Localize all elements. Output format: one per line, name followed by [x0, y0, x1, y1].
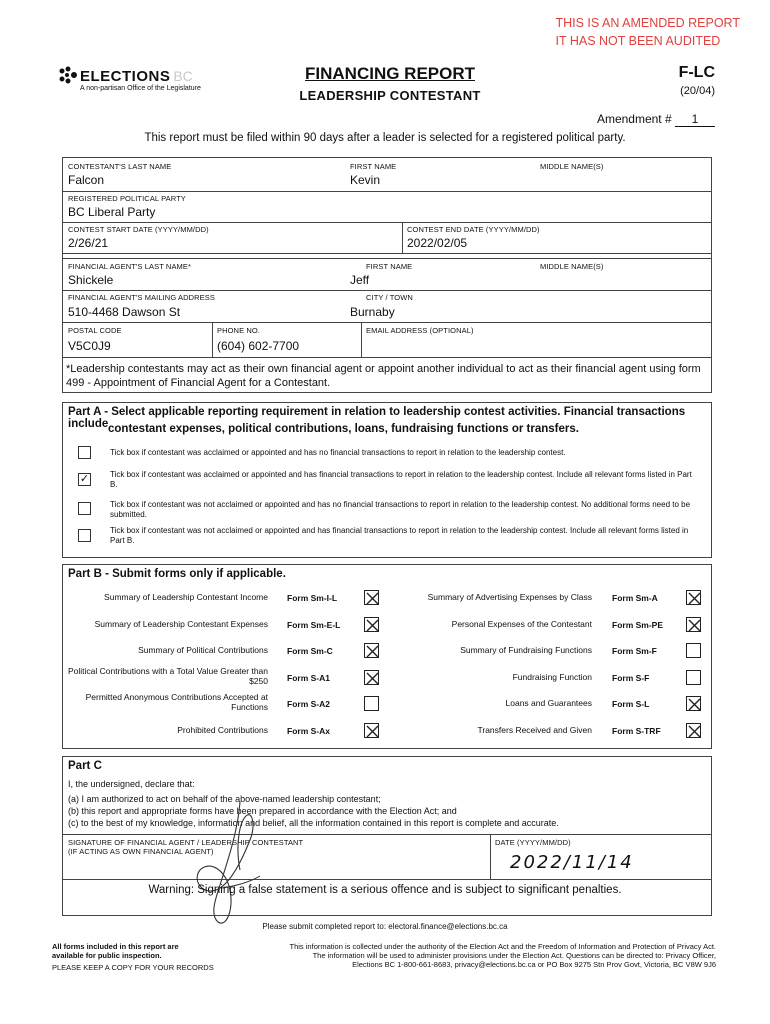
part-b-left-form-2: Form Sm-C	[287, 646, 333, 656]
handwritten-signature[interactable]	[180, 790, 290, 930]
part-b-left-label-1: Summary of Leadership Contestant Expenses	[94, 619, 268, 629]
part-b-left-checkbox-0[interactable]	[364, 590, 379, 605]
part-a-option-2-text: Tick box if contestant was acclaimed or appointed and has financial transactions to report in relation to the leadership contest. Include all relevant forms listed in Part B.	[110, 470, 692, 489]
part-b-left-label-3: Political Contributions with a Total Value Greater than $250	[67, 666, 268, 686]
agent-city-label: CITY / TOWN	[366, 293, 413, 302]
public-inspection-1: All forms included in this report are	[52, 942, 179, 951]
penalty-warning: Warning: Signing a false statement is a serious offence and is subject to significant penalties.	[148, 884, 622, 896]
agent-address-label: FINANCIAL AGENT'S MAILING ADDRESS	[68, 293, 215, 302]
part-a-option-3-checkbox[interactable]	[78, 502, 91, 515]
part-c-item-b: (b) this report and appropriate forms have been prepared in accordance with the Election Act; and	[68, 806, 457, 816]
x-mark-icon	[365, 644, 380, 659]
part-a-option-3-text: Tick box if contestant was not acclaimed or appointed and has no financial transactions to report in relation to the leadership contest. No additional forms need to be submitted.	[110, 500, 691, 519]
postal-code[interactable]: V5C0J9	[68, 339, 111, 353]
start-date-label: CONTEST START DATE (YYYY/MM/DD)	[68, 225, 209, 234]
part-b-left-form-4: Form S-A2	[287, 699, 330, 709]
part-b-right-label-0: Summary of Advertising Expenses by Class	[427, 592, 592, 602]
divider	[62, 290, 712, 291]
part-b-right-checkbox-1[interactable]	[686, 617, 701, 632]
report-title: FINANCING REPORT	[305, 64, 475, 83]
agent-first-name-label: FIRST NAME	[366, 262, 413, 271]
part-b-heading: Part B - Submit forms only if applicable.	[68, 568, 286, 580]
contestant-middle-name-label: MIDDLE NAME(S)	[540, 162, 604, 171]
end-date-label: CONTEST END DATE (YYYY/MM/DD)	[407, 225, 540, 234]
amended-line-1: THIS IS AN AMENDED REPORT	[555, 16, 740, 30]
part-a-heading: Part A - Select applicable reporting requirement in relation to leadership contest activities. Financial transactions include	[68, 406, 686, 430]
divider	[62, 357, 712, 358]
part-b-left-form-5: Form S-Ax	[287, 726, 330, 736]
x-mark-icon	[687, 591, 702, 606]
amendment-number	[597, 112, 715, 127]
part-b-left-form-1: Form Sm-E-L	[287, 620, 341, 630]
part-b-left-form-3: Form S-A1	[287, 673, 330, 683]
part-b-left-form-0: Form Sm-I-L	[287, 593, 338, 603]
x-mark-icon	[365, 618, 380, 633]
part-b-right-label-3: Fundraising Function	[512, 672, 592, 682]
part-b-right-form-2: Form Sm-F	[612, 646, 657, 656]
part-b-right-label-4: Loans and Guarantees	[505, 698, 592, 708]
part-b-right-form-3: Form S-F	[612, 673, 650, 683]
part-b-right-label-5: Transfers Received and Given	[477, 725, 592, 735]
privacy-info-1: This information is collected under the authority of the Election Act and the Freedom of Information and Protection of Privacy Act.	[289, 942, 716, 951]
part-c-item-c: (c) to the best of my knowledge, information and belief, all the information contained in this report is complete and accurate.	[68, 818, 559, 828]
logo-word: ELECTIONS	[80, 68, 171, 85]
part-b-left-label-0: Summary of Leadership Contestant Income	[104, 592, 268, 602]
part-a-option-1-checkbox[interactable]	[78, 446, 91, 459]
part-b-left-checkbox-1[interactable]	[364, 617, 379, 632]
contestant-last-name-label: CONTESTANT'S LAST NAME	[68, 162, 172, 171]
email-label: EMAIL ADDRESS (OPTIONAL)	[366, 326, 474, 335]
logo-subtitle: A non-partisan Office of the Legislature	[80, 85, 201, 92]
part-b-right-form-4: Form S-L	[612, 699, 650, 709]
agent-last-name[interactable]: Shickele	[68, 273, 114, 287]
amended-line-2: IT HAS NOT BEEN AUDITED	[555, 34, 721, 48]
x-mark-icon	[687, 724, 702, 739]
x-mark-icon	[687, 697, 702, 712]
agent-address[interactable]: 510-4468 Dawson St	[68, 305, 181, 319]
divider	[62, 258, 712, 259]
x-mark-icon	[687, 618, 702, 633]
form-version: (20/04)	[680, 85, 715, 97]
x-mark-icon	[365, 591, 380, 606]
agent-middle-name-label: MIDDLE NAME(S)	[540, 262, 604, 271]
part-b-left-label-5: Prohibited Contributions	[177, 725, 268, 735]
part-b-right-form-0: Form Sm-A	[612, 593, 658, 603]
filing-instruction: This report must be filed within 90 days after a leader is selected for a registered political party.	[144, 132, 626, 144]
part-a-option-1-text: Tick box if contestant was acclaimed or appointed and has no financial transactions to report in relation to the leadership contest.	[110, 448, 566, 457]
submit-instruction: Please submit completed report to: electoral.finance@elections.bc.ca	[262, 922, 508, 931]
amendment-label: Amendment #	[596, 112, 672, 126]
part-a-option-4-checkbox[interactable]	[78, 529, 91, 542]
check-icon: ✓	[79, 473, 90, 485]
part-b-right-checkbox-5[interactable]	[686, 723, 701, 738]
contestant-last-name[interactable]: Falcon	[68, 173, 105, 187]
keep-copy-note: PLEASE KEEP A COPY FOR YOUR RECORDS	[52, 963, 214, 972]
part-b-left-label-2: Summary of Political Contributions	[138, 645, 268, 655]
part-b-left-checkbox-2[interactable]	[364, 643, 379, 658]
postal-code-label: POSTAL CODE	[68, 326, 122, 335]
logo-bc: BC	[173, 68, 193, 84]
signature-label: SIGNATURE OF FINANCIAL AGENT / LEADERSHIP CONTESTANT	[68, 838, 304, 847]
x-mark-icon	[365, 724, 380, 739]
amendment-value[interactable]: 1	[675, 112, 715, 127]
public-inspection-2: available for public inspection.	[52, 951, 162, 960]
part-b-left-checkbox-5[interactable]	[364, 723, 379, 738]
part-b-right-label-2: Summary of Fundraising Functions	[460, 645, 592, 655]
party-label: REGISTERED POLITICAL PARTY	[68, 194, 186, 203]
agent-first-name[interactable]: Jeff	[350, 273, 370, 287]
elections-bc-logo	[58, 66, 201, 92]
end-date-value[interactable]: 2022/02/05	[407, 236, 468, 250]
date-label: DATE (YYYY/MM/DD)	[495, 838, 571, 847]
divider	[490, 834, 491, 880]
divider	[402, 222, 403, 253]
party-value[interactable]: BC Liberal Party	[68, 205, 156, 219]
phone-value[interactable]: (604) 602-7700	[217, 339, 300, 353]
part-b-left-checkbox-3[interactable]	[364, 670, 379, 685]
part-b-right-checkbox-4[interactable]	[686, 696, 701, 711]
part-c-heading: Part C	[68, 760, 102, 772]
part-b-right-label-1: Personal Expenses of the Contestant	[451, 619, 592, 629]
agent-note: *Leadership contestants may act as their own financial agent or appoint another individual to act as their financial agent using form 499 - Appointment of Financial Agent for a Contestant.	[66, 363, 701, 389]
phone-label: PHONE NO.	[217, 326, 260, 335]
privacy-info-2: The information will be used to administer provisions under the Election Act. Questions can be directed to: Privacy Officer,	[312, 951, 716, 960]
part-b-left-checkbox-4[interactable]	[364, 696, 379, 711]
report-subtitle: LEADERSHIP CONTESTANT	[299, 88, 481, 103]
divider	[62, 222, 712, 223]
part-b-right-checkbox-3[interactable]	[686, 670, 701, 685]
part-b-right-form-5: Form S-TRF	[612, 726, 661, 736]
logo-mark-icon	[58, 66, 80, 84]
agent-city[interactable]: Burnaby	[350, 305, 395, 319]
x-mark-icon	[365, 671, 380, 686]
part-b-right-checkbox-2[interactable]	[686, 643, 701, 658]
part-c-declaration: I, the undersigned, declare that:	[68, 779, 195, 789]
divider	[62, 322, 712, 323]
privacy-info-3: Elections BC 1-800-661-8683, privacy@elections.bc.ca or PO Box 9275 Stn Prov Govt, Victoria, BC V8W 9J6	[352, 960, 716, 969]
part-c-item-a: (a) I am authorized to act on behalf of the above-named leadership contestant;	[68, 794, 381, 804]
amended-notice	[555, 14, 740, 50]
divider	[361, 322, 362, 357]
divider	[212, 322, 213, 357]
contestant-first-name-label: FIRST NAME	[350, 162, 397, 171]
form-code: F-LC	[678, 64, 715, 81]
part-a-option-2-checkbox[interactable]	[78, 473, 91, 486]
divider	[62, 253, 712, 254]
part-b-right-form-1: Form Sm-PE	[612, 620, 664, 630]
divider	[62, 191, 712, 192]
signed-date[interactable]: 2022/11/14	[510, 852, 634, 873]
contestant-first-name[interactable]: Kevin	[350, 173, 381, 187]
part-b-right-checkbox-0[interactable]	[686, 590, 701, 605]
part-a-heading-2: contestant expenses, political contributions, loans, fundraising functions or transfers.	[108, 423, 579, 435]
signature-label-2: (IF ACTING AS OWN FINANCIAL AGENT)	[68, 847, 214, 856]
part-b-left-label-4: Permitted Anonymous Contributions Accepted at Functions	[85, 692, 268, 712]
part-a-option-4-text: Tick box if contestant was not acclaimed or appointed and has financial transactions to report in relation to the leadership contest. Include all relevant forms listed in Part B.	[110, 526, 689, 545]
agent-last-name-label: FINANCIAL AGENT'S LAST NAME*	[68, 262, 192, 271]
start-date-value[interactable]: 2/26/21	[68, 236, 109, 250]
